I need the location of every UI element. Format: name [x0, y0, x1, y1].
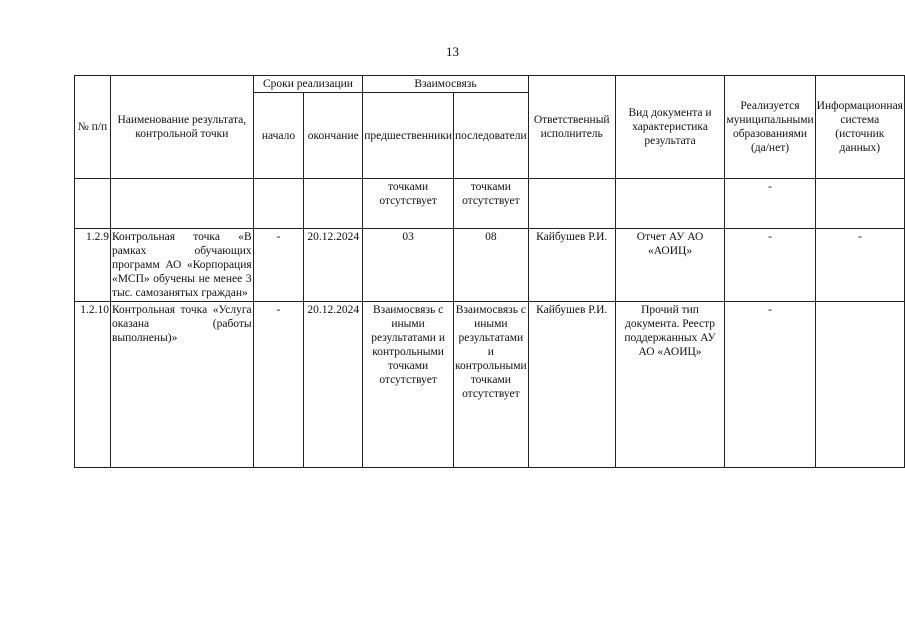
cell-doc: Отчет АУ АО «АОИЦ» — [615, 229, 725, 302]
header-start: начало — [253, 93, 304, 179]
cell-name — [110, 179, 253, 229]
cell-municipal: - — [725, 302, 815, 468]
cell-name: Контрольная точка «Услуга оказана (работы выполнены)» — [110, 302, 253, 468]
cell-info: - — [815, 229, 904, 302]
cell-predecessors: 03 — [363, 229, 454, 302]
header-predecessors: предшественники — [363, 93, 454, 179]
cell-predecessors: Взаимосвязь с иными результатами и контрольными точками отсутствует — [363, 302, 454, 468]
table-row — [75, 179, 905, 229]
header-timing-group: Сроки реализации — [253, 76, 363, 93]
cell-end — [304, 179, 363, 229]
header-successors: последователи — [453, 93, 528, 179]
table-row — [75, 229, 905, 302]
cell-doc: Прочий тип документа. Реестр поддержанных АУ АО «АОИЦ» — [615, 302, 725, 468]
cell-responsible — [528, 179, 615, 229]
cell-num — [75, 179, 111, 229]
cell-successors: точками отсутствует — [453, 179, 528, 229]
cell-doc — [615, 179, 725, 229]
cell-info — [815, 302, 904, 468]
header-end: окончание — [304, 93, 363, 179]
cell-info — [815, 179, 904, 229]
cell-start — [253, 179, 304, 229]
cell-name: Контрольная точка «В рамках обучающих программ АО «Корпорация «МСП» обучены не менее 3 тыс. самозанятых граждан» — [110, 229, 253, 302]
header-info-system: Информационная система (источник данных) — [815, 76, 904, 179]
cell-municipal: - — [725, 179, 815, 229]
cell-predecessors: точками отсутствует — [363, 179, 454, 229]
cell-start: - — [253, 229, 304, 302]
table-header — [75, 76, 905, 179]
header-num: № п/п — [75, 76, 111, 179]
cell-municipal: - — [725, 229, 815, 302]
cell-end: 20.12.2024 — [304, 302, 363, 468]
cell-responsible: Кайбушев Р.И. — [528, 229, 615, 302]
cell-end: 20.12.2024 — [304, 229, 363, 302]
header-name: Наименование результата, контрольной точки — [110, 76, 253, 179]
cell-successors: Взаимосвязь с иными результатами и контрольными точками отсутствует — [453, 302, 528, 468]
cell-start: - — [253, 302, 304, 468]
header-responsible: Ответственный исполнитель — [528, 76, 615, 179]
header-doc-type: Вид документа и характеристика результата — [615, 76, 725, 179]
header-relation-group: Взаимосвязь — [363, 76, 528, 93]
cell-successors: 08 — [453, 229, 528, 302]
page-number: 13 — [446, 44, 459, 59]
cell-num: 1.2.9 — [75, 229, 111, 302]
cell-responsible: Кайбушев Р.И. — [528, 302, 615, 468]
header-municipal: Реализуется муниципальными образованиями (да/нет) — [725, 76, 815, 179]
results-table — [74, 75, 905, 468]
cell-num: 1.2.10 — [75, 302, 111, 468]
table-row — [75, 302, 905, 468]
